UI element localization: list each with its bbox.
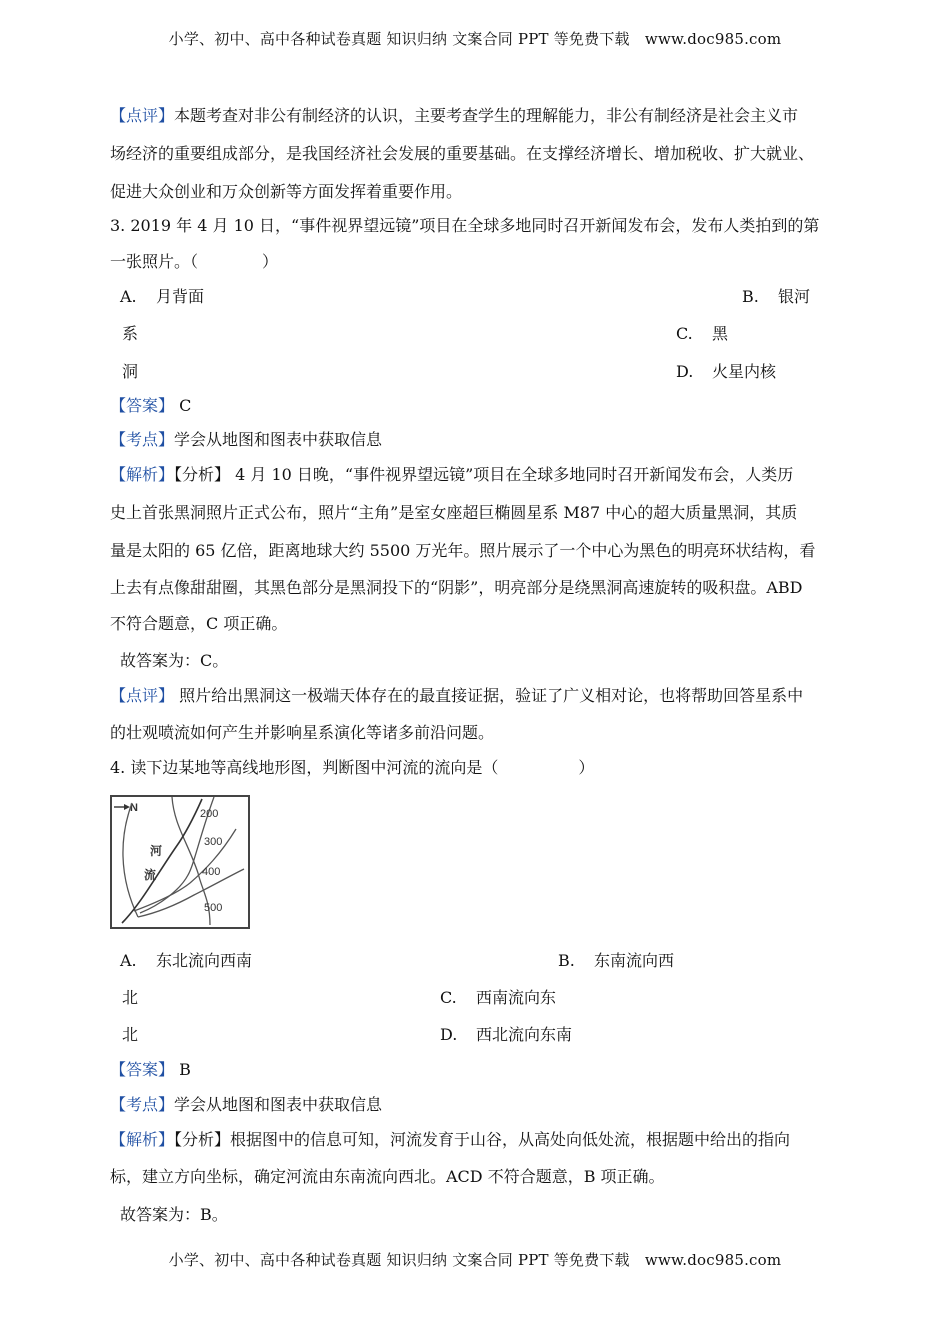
- contour-map: [110, 795, 250, 929]
- q4-stem: 4. 读下边某地等高线地形图，判断图中河流的流向是（ ）: [110, 758, 595, 777]
- q3-analysis-line-3: 量是太阳的 65 亿倍，距离地球大约 5500 万光年。照片展示了一个中心为黑色的明亮环状结构，看: [110, 541, 816, 560]
- q4-option-a: A. 东北流向西南: [120, 951, 253, 970]
- comment-tag: 【点评】: [110, 106, 175, 125]
- q4-option-c: C. 西南流向东: [440, 988, 557, 1007]
- q3-answer: 【答案】 C: [110, 396, 192, 415]
- comment-line-1: 【点评】本题考查对非公有制经济的认识，主要考查学生的理解能力，非公有制经济是社会主义市: [110, 106, 799, 125]
- q3-analysis-line-1: 【解析】【分析】 4 月 10 日晚，“事件视界望远镜”项目在全球多地同时召开新闻发布会，人类历: [110, 465, 794, 484]
- q3-analysis-line-5: 不符合题意，C 项正确。: [110, 614, 288, 633]
- page-header: 小学、初中、高中各种试卷真题 知识归纳 文案合同 PPT 等免费下载 www.doc985.com: [168, 30, 782, 48]
- comment-line-2: 场经济的重要组成部分，是我国经济社会发展的重要基础。在支撑经济增长、增加税收、扩大就业、: [110, 144, 815, 163]
- q3-conclusion: 故答案为：C。: [120, 651, 229, 670]
- q3-analysis-line-2: 史上首张黑洞照片正式公布，照片“主角”是室女座超巨椭圆星系 M87 中心的超大质量黑洞，其质: [110, 503, 798, 522]
- page-footer: 小学、初中、高中各种试卷真题 知识归纳 文案合同 PPT 等免费下载 www.doc985.com: [168, 1251, 782, 1269]
- q4-option-b-cont: 北: [122, 988, 139, 1007]
- contour-label-400: 400: [202, 866, 221, 878]
- q4-answer: 【答案】 B: [110, 1060, 191, 1079]
- contour-label-500: 500: [204, 902, 223, 914]
- q3-stem-line-1: 3. 2019 年 4 月 10 日，“事件视界望远镜”项目在全球多地同时召开新闻发布会，发布人类拍到的第: [110, 216, 820, 235]
- q4-option-c-cont: 北: [122, 1025, 139, 1044]
- q3-point: 【考点】学会从地图和图表中获取信息: [110, 430, 383, 449]
- q3-option-b-cont: 系: [122, 324, 139, 343]
- river-label-1: 河: [150, 844, 163, 858]
- q3-option-c-cont: 洞: [122, 362, 139, 381]
- q3-stem-line-2: 一张照片。（ ）: [110, 252, 279, 271]
- map-frame: [111, 796, 249, 928]
- q4-conclusion: 故答案为：B。: [120, 1205, 228, 1224]
- q3-option-d: D. 火星内核: [676, 362, 777, 381]
- contour-label-200: 200: [200, 808, 219, 820]
- q3-option-a: A. 月背面: [120, 287, 205, 306]
- north-label: N: [130, 802, 138, 814]
- q3-option-c: C. 黑: [676, 324, 729, 343]
- contour-label-300: 300: [204, 836, 223, 848]
- q4-analysis-line-2: 标，建立方向坐标，确定河流由东南流向西北。ACD 不符合题意，B 项正确。: [110, 1167, 665, 1186]
- q3-option-b: B. 银河: [742, 287, 811, 306]
- q3-comment-line-2: 的壮观喷流如何产生并影响星系演化等诸多前沿问题。: [110, 723, 495, 742]
- q4-point: 【考点】学会从地图和图表中获取信息: [110, 1095, 383, 1114]
- q3-analysis-line-4: 上去有点像甜甜圈，其黑色部分是黑洞投下的“阴影”，明亮部分是绕黑洞高速旋转的吸积盘。ABD: [110, 578, 803, 597]
- q3-comment-line-1: 【点评】 照片给出黑洞这一极端天体存在的最直接证据，验证了广义相对论，也将帮助回答星系中: [110, 686, 804, 705]
- river-label-2: 流: [144, 868, 157, 882]
- q4-analysis-line-1: 【解析】【分析】根据图中的信息可知，河流发育于山谷，从高处向低处流，根据题中给出的指向: [110, 1130, 791, 1149]
- q4-option-b: B. 东南流向西: [558, 951, 675, 970]
- q4-option-d: D. 西北流向东南: [440, 1025, 573, 1044]
- comment-line-3: 促进大众创业和万众创新等方面发挥着重要作用。: [110, 182, 463, 201]
